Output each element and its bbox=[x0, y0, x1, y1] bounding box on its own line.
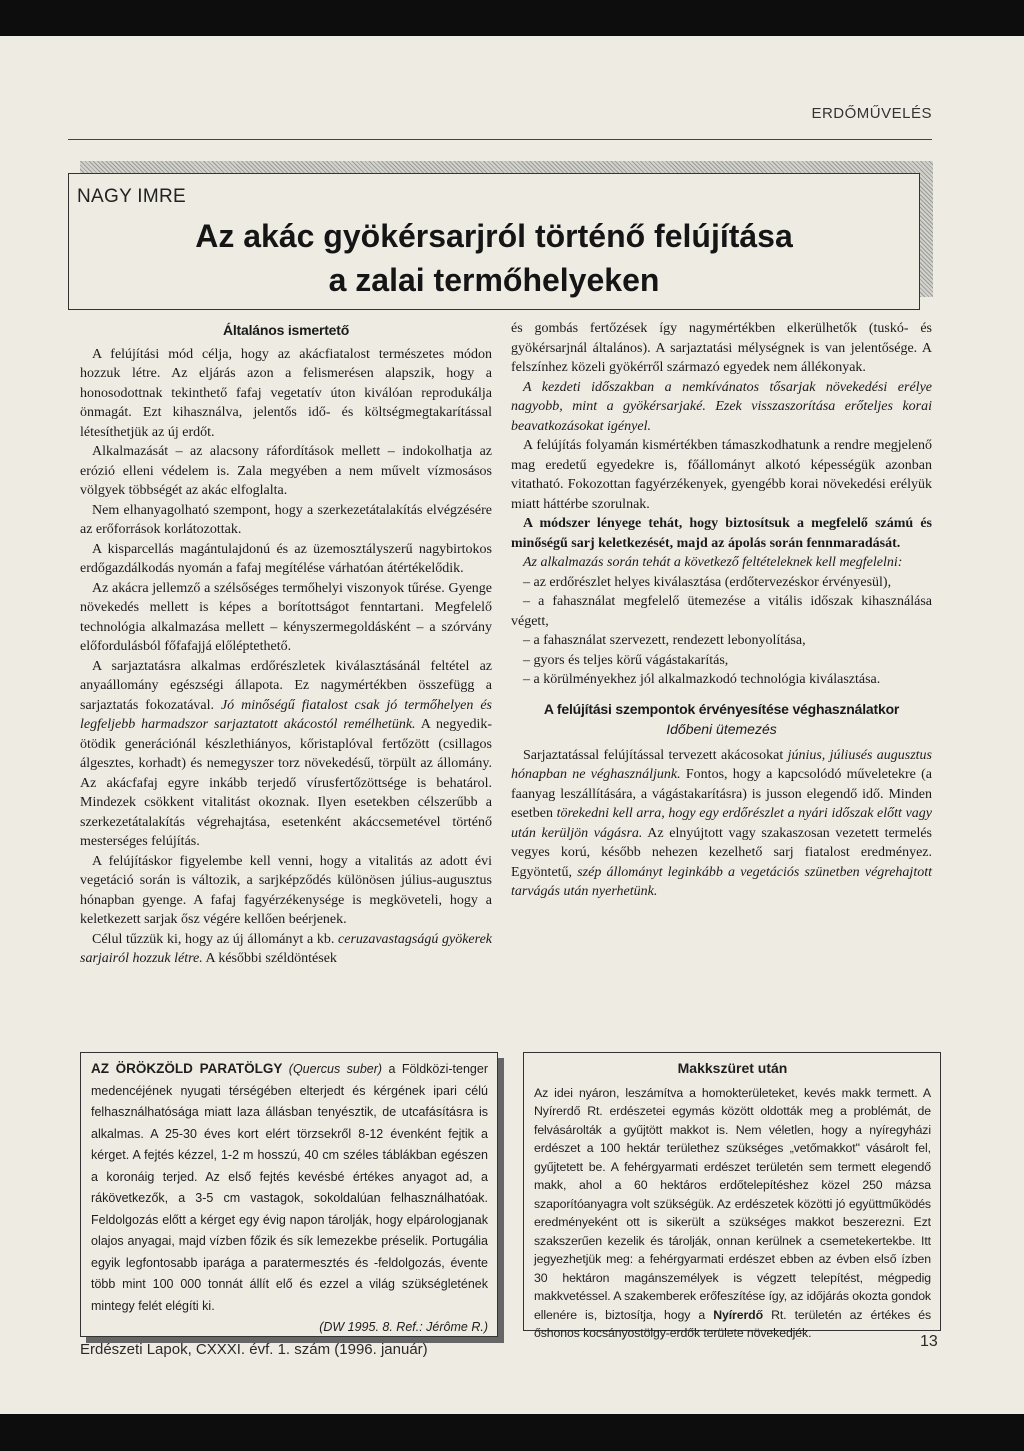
box-body: AZ ÖRÖKZÖLD PARATÖLGY (Quercus suber) a Földközi-tenger medencéjének nyugati térségében elterjedt és kérgének ipari célú felhasználhatósága miatt laza állásban tenyésztik, de utcafásításra is alkalmas. A 25-30 éves kort elért törzsekről 8-12 évenként fejtik a kérget. A fejtés kézzel, 1-2 m hosszú, 40 cm széles táblákban egészen a koronáig terjed. Az első fejtés kevésbé értékes anyagot ad, a rákövetkezők, a 3-5 cm vastagok, sokoldalúan felhasználhatóak. Feldolgozás előtt a kérget egy évig napon tárolják, hogy elpárologjanak olajos anyagai, majd vízben főzik és sík lemezekbe préselik. Portugália egyik legfontosabb iparága a paratermesztés és -feldolgozás, évente több mint 100 000 tonnát állít elő és ezzel a világ szükségletének mintegy felét elégíti ki. bbox=[91, 1061, 488, 1313]
paragraph: Nem elhanyagolható szempont, hogy a szerkezetátalakítás elvégzésére az erőforrások korlátozottak. bbox=[80, 502, 492, 537]
box-title: Makkszüret után bbox=[677, 1060, 788, 1076]
section-heading-general: Általános ismertető bbox=[222, 322, 350, 338]
list-item: – gyors és teljes körű vágástakarítás, bbox=[523, 652, 729, 668]
paragraph: Az alkalmazás során tehát a következő feltételeknek kell megfelelni: bbox=[523, 555, 903, 570]
article-title bbox=[69, 214, 919, 302]
left-column bbox=[80, 319, 492, 969]
subheading-timing: Időbeni ütemezés bbox=[666, 721, 777, 737]
article-title-line2: a zalai termőhelyeken bbox=[328, 262, 660, 298]
title-box bbox=[68, 173, 920, 310]
sidebar-box-acorn-harvest bbox=[523, 1052, 941, 1340]
sidebar-box-cork-oak bbox=[80, 1052, 498, 1337]
section-header: ERDŐMŰVELÉS bbox=[811, 105, 932, 122]
paragraph: Sarjaztatással felújítással tervezett akácosokat június, júliusés augusztus hónapban ne véghasználjunk. Fontos, hogy a kapcsolódó műveletekre (a faanyag leszállítására, a vágástakarításra) is jusson elegendő idő. Minden esetben törekedni kell arra, hogy egy erdőrészlet a nyári időszak előtt vagy után kerüljön vágásra. Az elnyújtott vagy szakaszosan vezetett termelés vegyes korú, később nehezen kezelhető sarj fiatalost eredményez. Egyöntetű, szép állományt leginkább a vegetációs szünetben végrehajtott tarvágás után nyerhetünk. bbox=[511, 747, 932, 899]
paragraph: A kezdeti időszakban a nemkívánatos tősarjak növekedési erélye nagyobb, mint a gyökérsarjaké. Ezek visszaszorítása erőteljes korai beavatkozásokat igényel. bbox=[511, 379, 932, 434]
journal-page bbox=[0, 36, 1024, 1414]
paragraph: A felújítási mód célja, hogy az akácfiatalost természetes módon hozzuk létre. Az eljárás azon a felismerésen alapszik, hogy a honosodottnak tekinthető fafaj vegetatív úton kiválóan reprodukálja önmagát. Ezt kihasználva, jelentős idő- és költségmegtakarítással létesíthetjük az új erdőt. bbox=[80, 346, 492, 440]
paragraph: A sarjaztatásra alkalmas erdőrészletek kiválasztásánál feltétel az anyaállomány egészségi állapota. Ez nagymértékben összefügg a sarjaztatás fokozatával. Jó minőségű fiatalost csak jó termőhelyen és legfeljebb harmadszor sarjaztatott akácostól remélhetünk. A negyedik-ötödik generációnál készlethiányos, kőristaplóval fertőzött (csillagos álgesztes, korhadt) és nemegyszer torz növekedésű, törpült az állomány. Az akácfafaj egyre inkább terjedő vírusfertőzöttsége is behatárol. Mindezek csökkent vitalitást okoznak. Ilyen esetekben célszerűbb a szerkezetátalakítás végrehajtása, esetenként akáccsemetével történő mesterséges felújítás. bbox=[80, 658, 492, 849]
paragraph: Az akácra jellemző a szélsőséges termőhelyi viszonyok tűrése. Gyenge növekedés mellett is képes a borítottságot fenntartani. Megfelelő technológia alkalmazása mellett – kényszermegoldásként – a szórvány előfordulásból főfafajjá előléptethető. bbox=[80, 580, 492, 654]
box-title: AZ ÖRÖKZÖLD PARATÖLGY bbox=[91, 1061, 283, 1076]
list-item: – a körülményekhez jól alkalmazkodó technológia kiválasztása. bbox=[523, 672, 881, 687]
list-item: – a fahasználat szervezett, rendezett lebonyolítása, bbox=[523, 633, 806, 648]
header-rule bbox=[68, 139, 932, 140]
paragraph: Célul tűzzük ki, hogy az új állományt a kb. ceruzavastagságú gyökerek sarjairól hozzuk létre. A későbbi széldöntések bbox=[80, 931, 492, 966]
paragraph: A felújításkor figyelembe kell venni, hogy a vitalitás az adott évi vegetáció során is változik, a sarjképződés különösen július-augusztus hónapban gyenge. A fafaj fagyérzékenysége is megköveteli, hogy a keletkezett sarjak ősz végére kellően beérjenek. bbox=[80, 853, 492, 927]
box-body: Az idei nyáron, leszámítva a homokterületeket, kevés makk termett. A Nyírerdő Rt. erdészetei egymás között oldották meg a problémát, de felvásárolták a gyűjtött makkot is. Nem véletlen, hogy a nyíregyházi erdészet a 100 hektár területhez szükséges „vetőmakkot" vásárolt fel, gyűjtetett be. A fehérgyarmati erdészet területén sem termett elegendő makk, ahol a 60 hektáros erdőtelepítéshez közel 250 mázsa szaporítóanyagra volt szükségük. Az erdészetek közötti jó együttműködés eredményeként ott is sikerült a szükséges makkot beszerezni. Ezt szakszerűen kezelik és tárolják, onnan kerülnek a csemetekertekbe. Itt jegyezhetjük meg: a fehérgyarmati erdészet ebben az évben első ízben 30 hektáron magánszemélyek is végzett telepítést, mégpedig makkvetéssel. A szakemberek erőfeszítése így, az időjárás okozta gondok ellenére is, biztosítja, hogy a Nyírerdő Rt. területén az értékes és őshonos kocsányostölgy-erdők területe növekedjék. bbox=[534, 1085, 931, 1340]
footer-journal: Erdészeti Lapok, CXXXI. évf. 1. szám (1996. január) bbox=[80, 1341, 428, 1358]
article-author: NAGY IMRE bbox=[77, 186, 186, 207]
section-heading-renewal: A felújítási szempontok érvényesítése véghasználatkor bbox=[543, 700, 900, 717]
box-reference: (DW 1995. 8. Ref.: Jérôme R.) bbox=[319, 1320, 488, 1334]
paragraph: Alkalmazását – az alacsony ráfordítások mellett – indokolhatja az erózió elleni védelem is. Zala megyében a nem művelt vízmosásos völgyek többségét az akác elfoglalta. bbox=[80, 444, 492, 498]
paragraph: és gombás fertőzések így nagymértékben elkerülhetők (tuskó- és gyökérsarjnál általános). A sarjaztatási mélységnek is van jelentősége. A felszínhez közeli gyökérről származó egyedek nem állékonyak. bbox=[511, 321, 932, 375]
paragraph: A kisparcellás magántulajdonú és az üzemosztályszerű nagybirtokos erdőgazdálkodás nyomán a fafaj megítélése várhatóan átértékelődik. bbox=[80, 541, 492, 576]
right-column bbox=[511, 319, 932, 902]
box-latin-name: (Quercus suber) bbox=[288, 1062, 383, 1076]
paragraph: A módszer lényege tehát, hogy biztosítsuk a megfelelő számú és minőségű sarj keletkezését, majd az ápolás során fennmaradását. bbox=[511, 516, 932, 551]
list-item: – az erdőrészlet helyes kiválasztása (erdőtervezéskor érvényesül), bbox=[523, 574, 892, 590]
page-number: 13 bbox=[920, 1333, 938, 1350]
article-title-line1: Az akác gyökérsarjról történő felújítása bbox=[195, 218, 793, 254]
list-item: – a fahasználat megfelelő ütemezése a vitális időszak kihasználása végett, bbox=[511, 594, 932, 629]
paragraph: A felújítás folyamán kismértékben támaszkodhatunk a rendre megjelenő mag eredetű egyedekre is, főállományt alkotó képességük azonban vitatható. Fokozottan fagyérzékenyek, gyengébb korai növekedési erélyük miatt háttérbe szorulnak. bbox=[511, 438, 932, 512]
